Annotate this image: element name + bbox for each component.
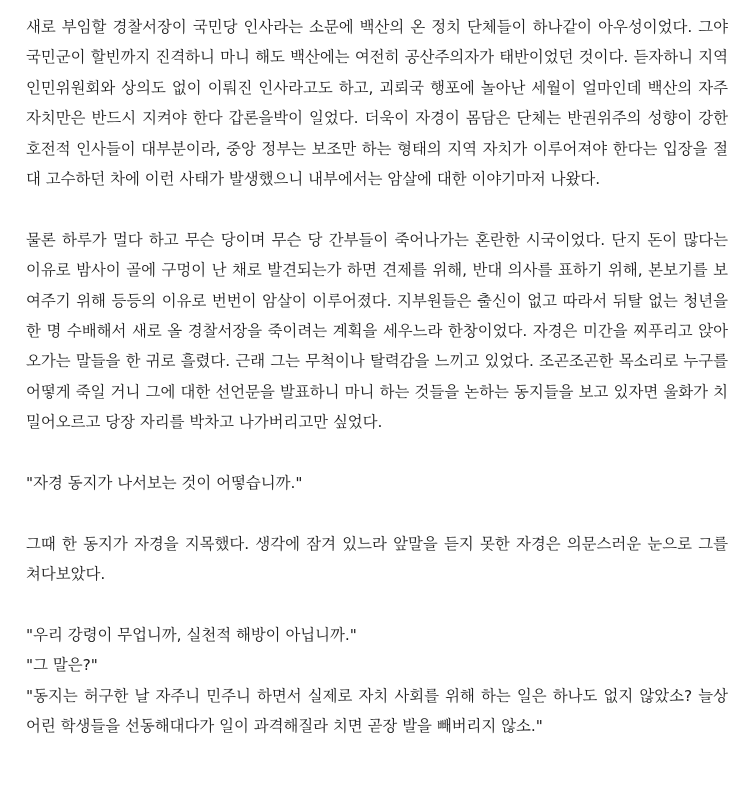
dialogue-line-3: "그 말은?": [26, 656, 98, 675]
paragraph-3: 그때 한 동지가 자경을 지목했다. 생각에 잠겨 있느라 앞말을 듣지 못한 자경은 의문스러운 눈으로 그를 쳐다보았다.: [26, 534, 728, 584]
paragraph-2: 물론 하루가 멀다 하고 무슨 당이며 무슨 당 간부들이 죽어나가는 혼란한 시국이었다. 단지 돈이 많다는 이유로 밤사이 골에 구멍이 난 채로 발견되는가 하면 견제를 위해, 반대 의사를 표하기 위해, 본보기를 보여주기 위해 등등의 이유로 번번이 암살이 이루어졌다. 지부원들은 출신이 없고 따라서 뒤탈 없는 청년을 한 명 수배해서 새로 올 경찰서장을 죽이려는 계획을 세우느라 한창이었다. 자경은 미간을 찌푸리고 앉아 오가는 말들을 한 귀로 흘렸다. 근래 그는 무척이나 탈력감을 느끼고 있었다. 조곤조곤한 목소리로 누구를 어떻게 죽일 거니 그에 대한 선언문을 발표하니 마니 하는 것들을 논하는 동지들을 보고 있자면 울화가 치밀어오르고 당장 자리를 박차고 나가버리고만 싶었다.: [26, 230, 728, 432]
document-body: [26, 12, 728, 742]
dialogue-line-1: "자경 동지가 나서보는 것이 어떻습니까.": [26, 474, 303, 493]
dialogue-line-2: "우리 강령이 무업니까, 실천적 해방이 아닙니까.": [26, 626, 357, 645]
dialogue-line-4: "동지는 허구한 날 자주니 민주니 하면서 실제로 자치 사회를 위해 하는 일은 하나도 없지 않았소? 늘상 어린 학생들을 선동해대다가 일이 과격해질라 치면 곧장 발을 빼버리지 않소.": [26, 686, 728, 736]
paragraph-1: 새로 부임할 경찰서장이 국민당 인사라는 소문에 백산의 온 정치 단체들이 하나같이 아우성이었다. 그야 국민군이 할빈까지 진격하니 마니 해도 백산에는 여전히 공산주의자가 태반이었던 것이다. 듣자하니 지역 인민위원회와 상의도 없이 이뤄진 인사라고도 하고, 괴뢰국 행포에 놀아난 세월이 얼마인데 백산의 자주자치만은 반드시 지켜야 한다 갑론을박이 일었다. 더욱이 자경이 몸담은 단체는 반권위주의 성향이 강한 호전적 인사들이 대부분이라, 중앙 정부는 보조만 하는 형태의 지역 자치가 이루어져야 한다는 입장을 절대 고수하던 차에 이런 사태가 발생했으니 내부에서는 암살에 대한 이야기마저 나왔다.: [26, 18, 728, 189]
